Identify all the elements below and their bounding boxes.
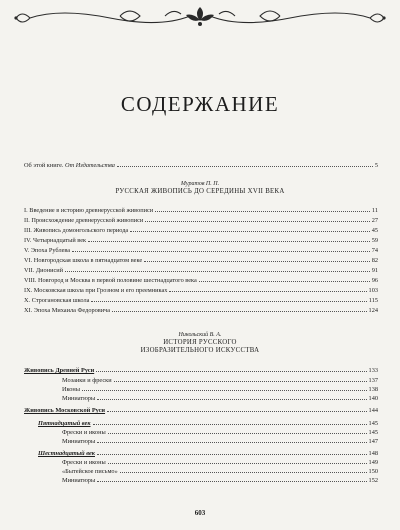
dot-leader — [108, 428, 367, 434]
section1-heading: РУССКАЯ ЖИВОПИСЬ ДО СЕРЕДИНЫ XVII ВЕКА — [115, 188, 285, 195]
toc-subentry[interactable] — [62, 458, 378, 467]
toc-entry-page: 91 — [371, 267, 378, 274]
toc-subentry[interactable] — [62, 437, 378, 446]
dot-leader — [97, 476, 366, 482]
toc-entry-ch7[interactable] — [24, 266, 378, 275]
toc-entry-label: Фрески и иконы — [62, 459, 106, 466]
dot-leader — [72, 246, 370, 252]
toc-entry-label: IV. Четырнадцатый век — [24, 237, 87, 244]
toc-entry-page: 137 — [368, 377, 378, 384]
toc-entry-page: 74 — [371, 247, 378, 254]
page-title: СОДЕРЖАНИЕ — [120, 92, 280, 116]
toc-entry-label: V. Эпоха Рублева — [24, 247, 71, 254]
page-number: 603 — [194, 509, 206, 517]
dot-leader — [108, 458, 367, 464]
dot-leader — [97, 437, 366, 443]
dot-leader — [144, 256, 370, 262]
toc-entry-part1[interactable] — [24, 366, 378, 375]
dot-leader — [88, 236, 370, 242]
toc-entry-century15[interactable] — [38, 419, 378, 428]
toc-entry-page: 96 — [371, 277, 378, 284]
toc-entry-label: II. Происхождение древнерусской живописи — [24, 217, 144, 224]
toc-entry-label: Об этой книге. От Издательства — [24, 162, 115, 169]
dot-leader — [96, 366, 366, 372]
dot-leader — [117, 161, 373, 167]
toc-entry-part2[interactable] — [24, 406, 378, 415]
toc-entry-page: 145 — [368, 429, 378, 436]
toc-entry-page: 45 — [371, 227, 378, 234]
toc-entry-page: 27 — [371, 217, 378, 224]
toc-subentry[interactable] — [62, 476, 378, 485]
toc-subentry[interactable] — [62, 428, 378, 437]
toc-subentry[interactable] — [62, 385, 378, 394]
dot-leader — [107, 406, 366, 412]
toc-entry-label: VIII. Новгород и Москва в первой половине шестнадцатого века — [24, 277, 197, 284]
toc-entry-ch4[interactable] — [24, 236, 378, 245]
toc-entry-label: Шестнадцатый век — [38, 450, 95, 457]
toc-entry-ch5[interactable] — [24, 246, 378, 255]
toc-entry-label: IX. Московская школа при Грозном и его преемниках — [24, 287, 168, 294]
toc-entry-ch2[interactable] — [24, 216, 378, 225]
dot-leader — [91, 296, 366, 302]
toc-entry-ch1[interactable] — [24, 206, 378, 215]
toc-entry-page: 124 — [368, 307, 378, 314]
toc-entry-page: 11 — [371, 207, 378, 214]
dot-leader — [93, 419, 367, 425]
section2-heading-line2: ИЗОБРАЗИТЕЛЬНОГО ИСКУССТВА — [140, 347, 260, 354]
header-ornament — [0, 4, 400, 34]
toc-entry-page: 133 — [368, 367, 378, 374]
toc-entry-label: XI. Эпоха Михаила Федоровича — [24, 307, 111, 314]
dot-leader — [145, 216, 369, 222]
toc-entry-page: 152 — [368, 477, 378, 484]
toc-entry-label: VII. Дионисий — [24, 267, 63, 274]
toc-subentry[interactable] — [62, 467, 378, 476]
toc-entry-label: VI. Новгородская школа в пятнадцатом веке — [24, 257, 143, 264]
dot-leader — [82, 385, 367, 391]
toc-entry-label: Живопись Древней Руси — [24, 367, 95, 374]
toc-entry-ch9[interactable] — [24, 286, 378, 295]
dot-leader — [114, 376, 367, 382]
toc-entry-label: Живопись Московской Руси — [24, 407, 106, 414]
toc-entry-ch3[interactable] — [24, 226, 378, 235]
toc-entry-label: III. Живопись домонгольского периода — [24, 227, 129, 234]
dot-leader — [97, 449, 367, 455]
toc-entry-page: 138 — [368, 386, 378, 393]
toc-entry-label: X. Строгановская школа — [24, 297, 90, 304]
section1-author: Муратов П. П. — [180, 181, 220, 187]
toc-entry-page: 115 — [368, 297, 378, 304]
toc-entry-page: 5 — [374, 162, 378, 169]
dot-leader — [112, 306, 366, 312]
dot-leader — [130, 226, 369, 232]
toc-entry-page: 150 — [368, 468, 378, 475]
dot-leader — [169, 286, 366, 292]
toc-entry-page: 147 — [368, 438, 378, 445]
toc-entry-ch11[interactable] — [24, 306, 378, 315]
toc-entry-page: 148 — [368, 450, 378, 457]
toc-entry-page: 140 — [368, 395, 378, 402]
toc-entry-label: Мозаики и фрески — [62, 377, 112, 384]
toc-entry-century16[interactable] — [38, 449, 378, 458]
toc-entry-label: Фрески и иконы — [62, 429, 106, 436]
dot-leader — [120, 467, 367, 473]
toc-entry-page: 59 — [371, 237, 378, 244]
toc-entry-label: Иконы — [62, 386, 81, 393]
toc-entry-ch8[interactable] — [24, 276, 378, 285]
section2-author: Никольский В. А. — [178, 332, 222, 338]
toc-entry-page: 103 — [368, 287, 378, 294]
section2-heading-line1: ИСТОРИЯ РУССКОГО — [163, 339, 237, 346]
toc-subentry[interactable] — [62, 376, 378, 385]
toc-subentry[interactable] — [62, 394, 378, 403]
toc-entry-page: 149 — [368, 459, 378, 466]
toc-entry-label: Пятнадцатый век — [38, 420, 91, 427]
toc-entry-label: Миниатюры — [62, 477, 96, 484]
dot-leader — [199, 276, 370, 282]
toc-entry-label: Миниатюры — [62, 438, 96, 445]
toc-entry-page: 145 — [368, 420, 378, 427]
toc-entry-ch10[interactable] — [24, 296, 378, 305]
toc-entry-label: Миниатюры — [62, 395, 96, 402]
dot-leader — [65, 266, 370, 272]
dot-leader — [97, 394, 366, 400]
toc-entry-page: 144 — [368, 407, 378, 414]
toc-entry-label: I. Введение в историю древнерусской живописи — [24, 207, 154, 214]
toc-entry-label: «Бытейское письмо» — [62, 468, 118, 475]
toc-entry-about[interactable] — [24, 161, 378, 170]
toc-entry-ch6[interactable] — [24, 256, 378, 265]
dot-leader — [155, 206, 370, 212]
toc-entry-page: 82 — [371, 257, 378, 264]
